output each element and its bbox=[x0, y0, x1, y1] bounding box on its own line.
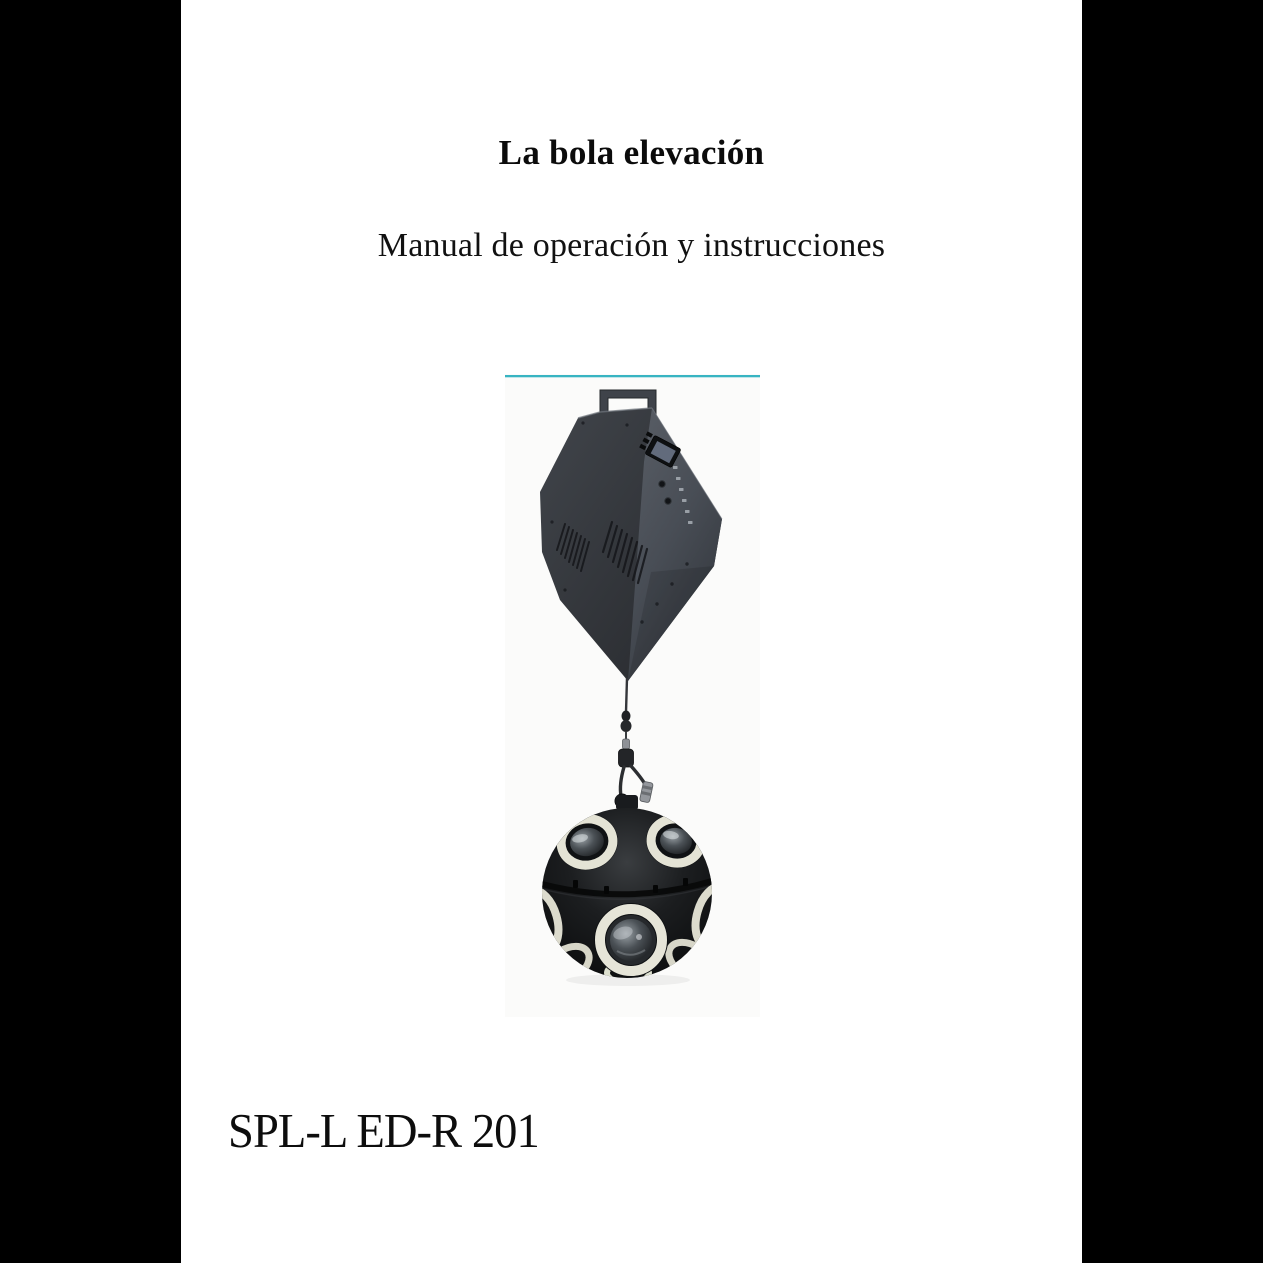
teal-divider-line bbox=[505, 375, 760, 377]
document-page bbox=[181, 0, 1082, 1263]
swivel-bead bbox=[622, 711, 631, 722]
product-photo-illustration bbox=[505, 372, 760, 1017]
clevis-connector bbox=[619, 749, 634, 767]
lens-port-center bbox=[594, 903, 668, 977]
swivel-bead bbox=[621, 720, 632, 732]
page-subtitle: Manual de operación y instrucciones bbox=[377, 227, 886, 264]
model-number: SPL-L ED-R 201 bbox=[228, 1103, 539, 1158]
product-photo bbox=[505, 372, 760, 1017]
metal-swivel-link bbox=[623, 739, 630, 749]
ball-top-mount bbox=[616, 795, 638, 810]
page-title: La bola elevación bbox=[498, 133, 765, 172]
round-button-icon bbox=[665, 498, 671, 504]
round-button-icon bbox=[659, 481, 665, 487]
cable bbox=[626, 678, 627, 712]
